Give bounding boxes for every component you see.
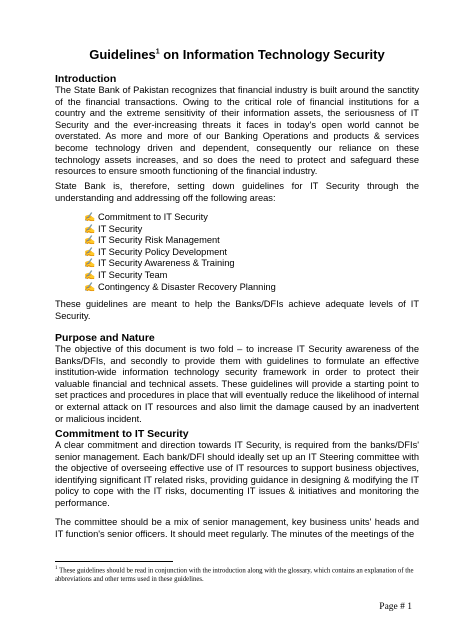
title-text: Guidelines — [89, 47, 156, 62]
footnote-ref: 1 — [55, 566, 58, 571]
introduction-paragraph-1: The State Bank of Pakistan recognizes that financial industry is built around the sanctity of the financial transactions. Owing to the critical role of financial institutions for a country and the extreme sensitivity of their information assets, the seriousness of IT Security and the ever-increasing threats it faces in today's open world cannot be overstated. As more and more of our Banking Operations and products & services become technology driven and dependent, consequently our reliance on these technology assets increases, and so does the need to protect and safeguard these resources to ensure smooth functioning of the financial industry. — [55, 85, 419, 177]
list-item — [84, 235, 276, 247]
purpose-paragraph-1: The objective of this document is two fold – to increase IT Security awareness of the Banks/DFIs, and secondly to provide them with guidelines to formulate an effective institution-wide information technology security framework in order to protect their valuable financial and technical assets. These guidelines will provide a starting point to set practices and procedures in place that will eventually reduce the likelihood of internal or external attack on IT resources and also limit the damage caused by an inadvertent or malicious incident. — [55, 344, 419, 424]
purpose-heading: Purpose and Nature — [55, 332, 155, 344]
pen-bullet-icon: ✍ — [84, 258, 96, 269]
list-item — [84, 258, 276, 270]
list-item — [84, 247, 276, 259]
pen-bullet-icon: ✍ — [84, 269, 96, 280]
list-item — [84, 224, 276, 236]
list-item-label: IT Security Awareness & Training — [98, 258, 235, 269]
footnote — [55, 565, 419, 584]
introduction-paragraph-2: State Bank is, therefore, setting down guidelines for IT Security through the understanding and addressing off the following areas: — [55, 181, 419, 203]
list-item — [84, 212, 276, 224]
pen-bullet-icon: ✍ — [84, 223, 96, 234]
areas-list — [84, 212, 276, 293]
footnote-text: These guidelines should be read in conjunction with the introduction along with the glossary, which contains an explanation of the abbreviations and other terms used in these guidelines. — [55, 567, 414, 583]
introduction-heading: Introduction — [55, 73, 117, 85]
commitment-paragraph-1: A clear commitment and direction towards IT Security, is required from the banks/DFIs' senior management. Each bank/DFI should ideally set up an IT Steering committee with the objective of overseeing effective use of IT resources to support business objectives, identifying significant IT related risks, providing guidance in designing & modifying the IT policy to cope with the IT risks, documenting IT issues & initiatives and monitoring the performance. — [55, 440, 419, 508]
page-number: Page # 1 — [379, 602, 412, 612]
title-footnote-ref[interactable]: 1 — [155, 48, 160, 56]
list-item-label: Contingency & Disaster Recovery Planning — [98, 281, 276, 292]
title-text-rest: on Information Technology Security — [159, 47, 385, 62]
pen-bullet-icon: ✍ — [84, 235, 96, 246]
page-title — [0, 47, 474, 62]
commitment-paragraph-2: The committee should be a mix of senior management, key business units' heads and IT function's senior officers. It should meet regularly. The minutes of the meetings of the — [55, 517, 419, 539]
list-item-label: IT Security Team — [98, 269, 168, 280]
list-item-label: IT Security Risk Management — [98, 235, 220, 246]
commitment-heading: Commitment to IT Security — [55, 428, 189, 440]
list-item-label: IT Security Policy Development — [98, 246, 228, 257]
footnote-divider — [55, 561, 173, 562]
pen-bullet-icon: ✍ — [84, 281, 96, 292]
list-item — [84, 282, 276, 294]
list-item-label: IT Security — [98, 223, 143, 234]
introduction-paragraph-3: These guidelines are meant to help the Banks/DFIs achieve adequate levels of IT Security. — [55, 299, 419, 321]
list-item-label: Commitment to IT Security — [98, 212, 208, 222]
pen-bullet-icon: ✍ — [84, 246, 96, 257]
list-item — [84, 270, 276, 282]
pen-bullet-icon: ✍ — [84, 212, 96, 222]
